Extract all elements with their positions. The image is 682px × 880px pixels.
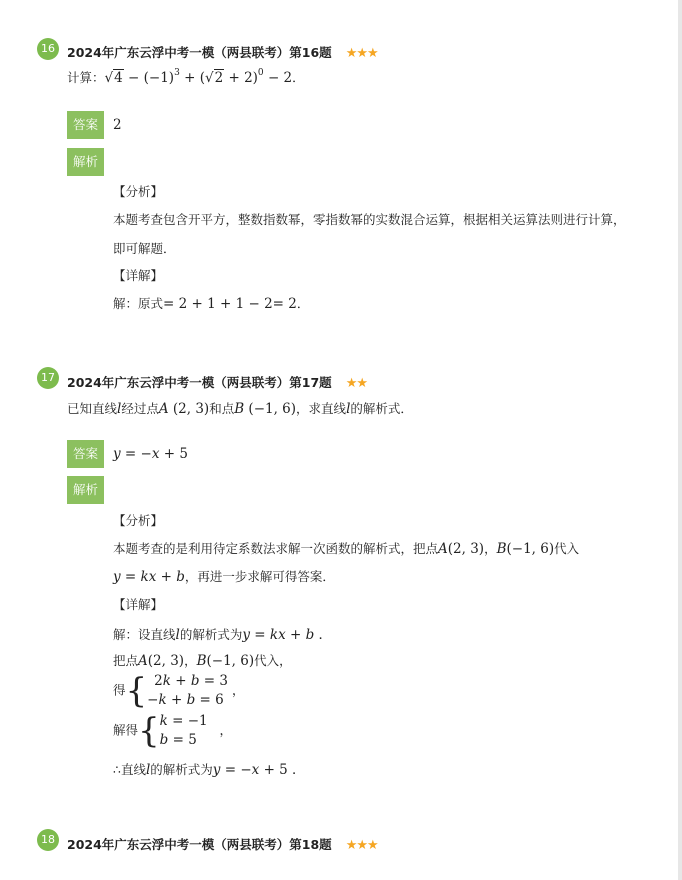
math-l: l	[346, 401, 351, 417]
analysis-tag: 解析	[67, 148, 104, 176]
equation: y = kx + b	[113, 569, 185, 585]
solution-expression: = 2 + 1 + 1 − 2= 2	[163, 296, 297, 312]
analysis-text: ，再进一步求解可得答案．	[184, 569, 335, 584]
stem-text: 的解析式．	[350, 401, 413, 416]
answer-tag: 答案	[67, 440, 104, 468]
question-number-badge: 18	[37, 829, 59, 851]
stem-text: 经过点	[121, 401, 159, 416]
solution-period: ．	[296, 296, 310, 311]
question-number-badge: 17	[37, 367, 59, 389]
math-l: l	[175, 627, 180, 643]
difficulty-stars: ★★	[345, 376, 367, 391]
solution-text: 解得	[113, 722, 139, 738]
analysis-heading: 【分析】	[113, 513, 164, 528]
question-stem	[67, 399, 413, 417]
stem-text: 和点	[209, 401, 235, 416]
point-b: B(−1, 6)	[196, 653, 255, 669]
solution-text: 解：设直线	[113, 627, 176, 642]
analysis-text-line	[113, 567, 335, 585]
analysis-text-line: 本题考查的是利用待定系数法求解一次函数的解析式，把点A(2, 3)，B(−1, 6)代入	[113, 541, 580, 557]
question-title-text: 2024年广东云浮中考一模（两县联考）第17题	[67, 375, 332, 390]
analysis-text: 代入	[554, 541, 580, 556]
solution-text: ∴直线	[113, 762, 146, 777]
solution-prefix: 解：原式	[113, 296, 164, 311]
solution-text: 的解析式为	[150, 762, 213, 777]
difficulty-stars: ★★★	[345, 46, 378, 61]
solution-text: 代入，	[254, 653, 292, 668]
question-stem	[67, 68, 305, 86]
system-equations: 2k + b = 3 −k + b = 6	[147, 673, 228, 708]
right-scrollbar-edge	[678, 0, 682, 880]
question-title-text: 2024年广东云浮中考一模（两县联考）第18题	[67, 837, 332, 852]
final-equation: y = −x + 5 ．	[212, 762, 306, 778]
solution-line	[113, 623, 332, 643]
solution-line	[113, 294, 309, 312]
stem-period: ．	[292, 70, 305, 85]
equation: y = kx + b ．	[242, 627, 333, 643]
math-l: l	[117, 401, 122, 417]
equation-system: 解得{k = −1 b = 5 ，	[113, 711, 233, 751]
point-b: B (−1, 6)	[234, 401, 297, 417]
left-brace: {	[125, 671, 148, 711]
point-b: B(−1, 6)	[496, 541, 555, 557]
question-title	[67, 43, 378, 61]
stem-text: ，求直线	[296, 401, 347, 416]
point-a: A(2, 3)	[138, 653, 185, 669]
solution-text: 的解析式为	[179, 627, 243, 642]
detail-heading: 【详解】	[113, 268, 164, 283]
point-a: A (2, 3)	[158, 401, 210, 417]
analysis-tag: 解析	[67, 476, 104, 504]
analysis-text-line: 本题考查包含开平方，整数指数幂，零指数幂的实数混合运算，根据相关运算法则进行计算，	[113, 212, 626, 227]
point-a: A(2, 3)	[438, 541, 485, 557]
solution-line	[113, 758, 306, 778]
solution-text: 把点	[113, 653, 139, 668]
analysis-text: 本题考查的是利用待定系数法求解一次函数的解析式，把点	[113, 541, 439, 556]
question-number-badge: 16	[37, 38, 59, 60]
system-solution: k = −1 b = 5	[159, 713, 208, 748]
question-title	[67, 373, 367, 391]
equation-system: 得{ 2k + b = 3 −k + b = 6 ，	[113, 671, 245, 711]
answer-tag: 答案	[67, 111, 104, 139]
solution-line: 把点A(2, 3)，B(−1, 6)代入，	[113, 653, 292, 669]
question-title	[67, 835, 378, 853]
difficulty-stars: ★★★	[345, 838, 378, 853]
detail-heading: 【详解】	[113, 597, 164, 612]
analysis-text-line: 即可解题．	[113, 241, 176, 256]
stem-text: 已知直线	[67, 401, 118, 416]
question-title-text: 2024年广东云浮中考一模（两县联考）第16题	[67, 45, 332, 60]
analysis-heading: 【分析】	[113, 184, 164, 199]
left-brace: {	[138, 711, 160, 751]
answer-value: 2	[113, 117, 122, 133]
stem-formula: $√4 - (-1)^3 + (√2 + 2)^0 - 2$	[104, 68, 293, 86]
answer-value: y = −x + 5	[113, 446, 188, 462]
stem-label: 计算：	[67, 70, 105, 85]
solution-text: 得	[113, 682, 126, 698]
math-l: l	[145, 762, 151, 778]
